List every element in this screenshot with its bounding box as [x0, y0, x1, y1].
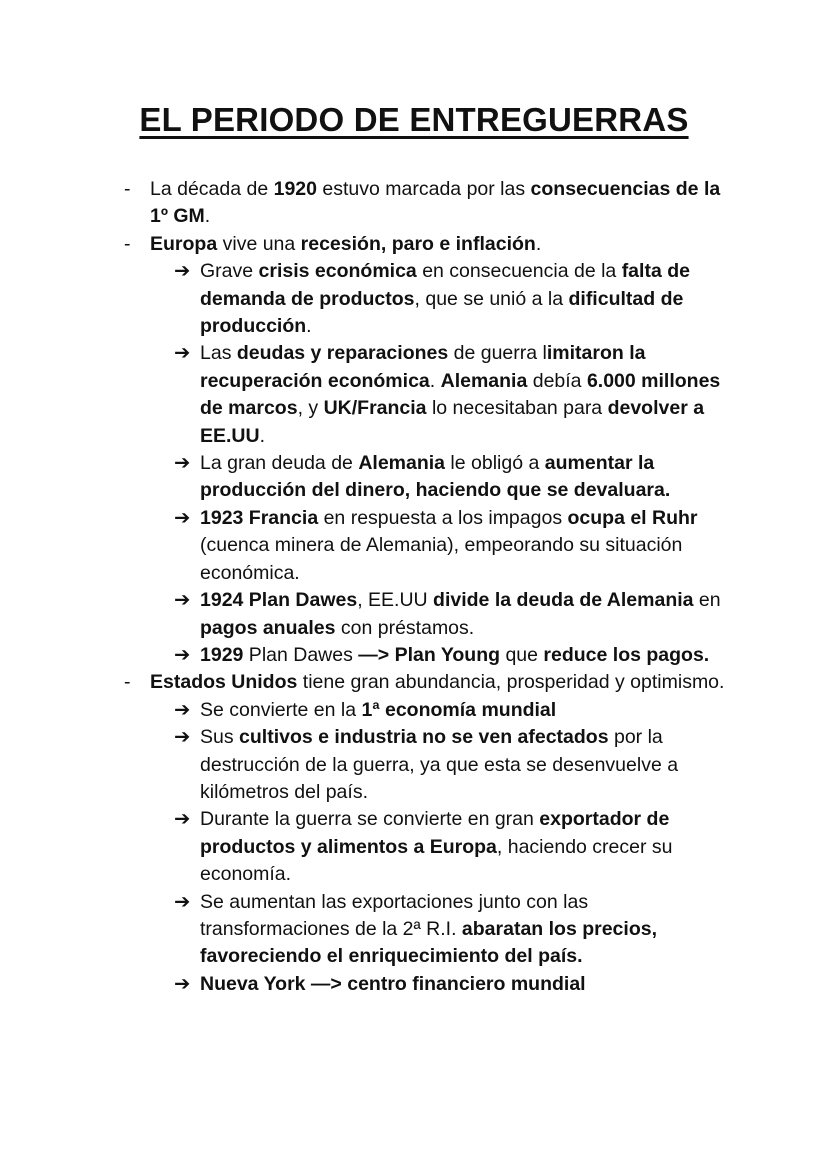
sub-bullet-item	[0, 340, 730, 450]
bold-text: 1924 Plan Dawes	[200, 589, 358, 612]
sub-bullet-item	[0, 587, 730, 642]
bold-text: abaratan los precios, favoreciendo el enriquecimiento del país.	[200, 917, 657, 968]
arrow-right-icon: ➔	[174, 698, 191, 721]
arrow-right-icon: ➔	[174, 890, 191, 913]
bullet-item	[0, 231, 740, 258]
text-run: (cuenca minera de Alemania), empeorando su situación económica.	[200, 534, 683, 584]
text-run: lo necesitaban para	[426, 397, 608, 420]
dash-bullet: -	[124, 178, 131, 200]
text-run: Se aumentan las exportaciones junto con las transformaciones de la 2ª R.I.	[200, 890, 589, 940]
bold-text: ocupa el Ruhr	[567, 506, 698, 529]
bold-text: falta de demanda de productos	[200, 260, 690, 310]
arrow-right-icon: ➔	[174, 972, 191, 995]
text-run: con préstamos.	[335, 616, 475, 639]
text-run: en consecuencia de la	[416, 260, 622, 283]
text-run: .	[259, 424, 266, 447]
text-run: que	[500, 643, 544, 666]
text-run: .	[306, 315, 312, 338]
bold-text: 1ª economía mundial	[361, 698, 557, 721]
arrow-right-icon: ➔	[174, 342, 191, 365]
bold-text: consecuencias de la 1º GM	[150, 178, 721, 228]
arrow-right-icon: ➔	[174, 726, 191, 749]
text-run: en respuesta a los impagos	[318, 506, 568, 529]
arrow-right-icon: ➔	[174, 643, 191, 666]
sub-bullet-item	[0, 642, 730, 669]
bold-text: pagos anuales	[200, 616, 336, 639]
bold-text: devolver a EE.UU	[200, 397, 705, 447]
bold-text: 6.000 millones de marcos	[200, 369, 721, 420]
bold-text: 1929	[200, 643, 244, 666]
bold-text: cultivos e industria no se ven afectados	[239, 726, 609, 749]
text-run: por la destrucción de la guerra, ya que esta se desenvuelve a kilómetros del país.	[200, 726, 679, 803]
arrow-right-icon: ➔	[174, 808, 191, 831]
text-run: Las	[200, 342, 237, 365]
bold-text: crisis económica	[258, 260, 417, 283]
sub-bullet-item	[0, 971, 730, 998]
text-run: , haciendo crecer su economía.	[200, 835, 673, 886]
text-run: vive una	[217, 232, 301, 255]
bold-text: exportador de productos y alimentos a Europa	[200, 808, 670, 858]
sub-bullet-item	[0, 889, 730, 971]
bold-text: Estados Unidos	[150, 671, 298, 694]
bold-text: Alemania	[358, 452, 446, 475]
text-run: .	[535, 232, 542, 255]
bullet-list	[0, 176, 828, 998]
arrow-right-icon: ➔	[174, 452, 191, 475]
dash-bullet: -	[124, 232, 131, 255]
arrow-right-icon: ➔	[174, 589, 191, 612]
text-run: de guerra l	[448, 342, 547, 365]
bold-text: imitaron la recuperación económica	[200, 342, 646, 392]
bullet-item	[0, 176, 740, 231]
text-run: en	[693, 589, 721, 612]
text-run: Plan Dawes	[243, 643, 359, 666]
page-title: EL PERIODO DE ENTREGUERRAS	[139, 101, 689, 138]
bold-text: Alemania	[440, 369, 528, 392]
bold-text: deudas y reparaciones	[236, 342, 449, 365]
sub-bullet-item	[0, 258, 730, 340]
text-run: tiene gran abundancia, prosperidad y optimismo.	[297, 671, 725, 694]
sub-bullet-item	[0, 806, 730, 888]
text-run: le obligó a	[445, 452, 545, 475]
bold-text: aumentar la producción del dinero, haciendo que se devaluara.	[200, 452, 671, 502]
sub-bullet-item	[0, 450, 730, 505]
sub-bullet-item	[0, 505, 730, 587]
bold-text: divide la deuda de Alemania	[433, 589, 694, 612]
bold-text: recesión, paro e inflación	[300, 232, 536, 255]
text-run: La década de	[150, 178, 274, 200]
arrow-right-icon: ➔	[174, 506, 191, 529]
bold-text: Europa	[150, 232, 218, 255]
bold-text: —> Plan Young	[358, 643, 501, 666]
text-run: , EE.UU	[357, 589, 434, 612]
bold-text: UK/Francia	[323, 397, 427, 420]
text-run: Se convierte en la	[200, 698, 362, 721]
sub-bullet-item	[0, 697, 730, 724]
text-run: , y	[297, 397, 324, 420]
text-run: , que se unió a la	[414, 287, 569, 310]
text-run: Sus	[200, 726, 240, 749]
dash-bullet: -	[124, 671, 131, 694]
text-run: La gran deuda de	[200, 452, 359, 475]
text-run: estuvo marcada por las	[317, 178, 531, 200]
text-run: .	[204, 205, 211, 228]
text-run: Durante la guerra se convierte en gran	[200, 808, 540, 831]
bold-text: reduce los pagos.	[543, 643, 710, 666]
bold-text: 1923 Francia	[200, 506, 319, 529]
arrow-right-icon: ➔	[174, 260, 191, 283]
text-run: debía	[527, 369, 587, 392]
bold-text: 1920	[273, 178, 317, 200]
sub-bullet-item	[0, 724, 730, 806]
bold-text: dificultad de producción	[200, 287, 684, 338]
text-run: Grave	[200, 260, 259, 283]
bold-text: Nueva York —> centro financiero mundial	[200, 972, 586, 995]
text-run: .	[429, 369, 441, 392]
bullet-item	[0, 669, 740, 696]
